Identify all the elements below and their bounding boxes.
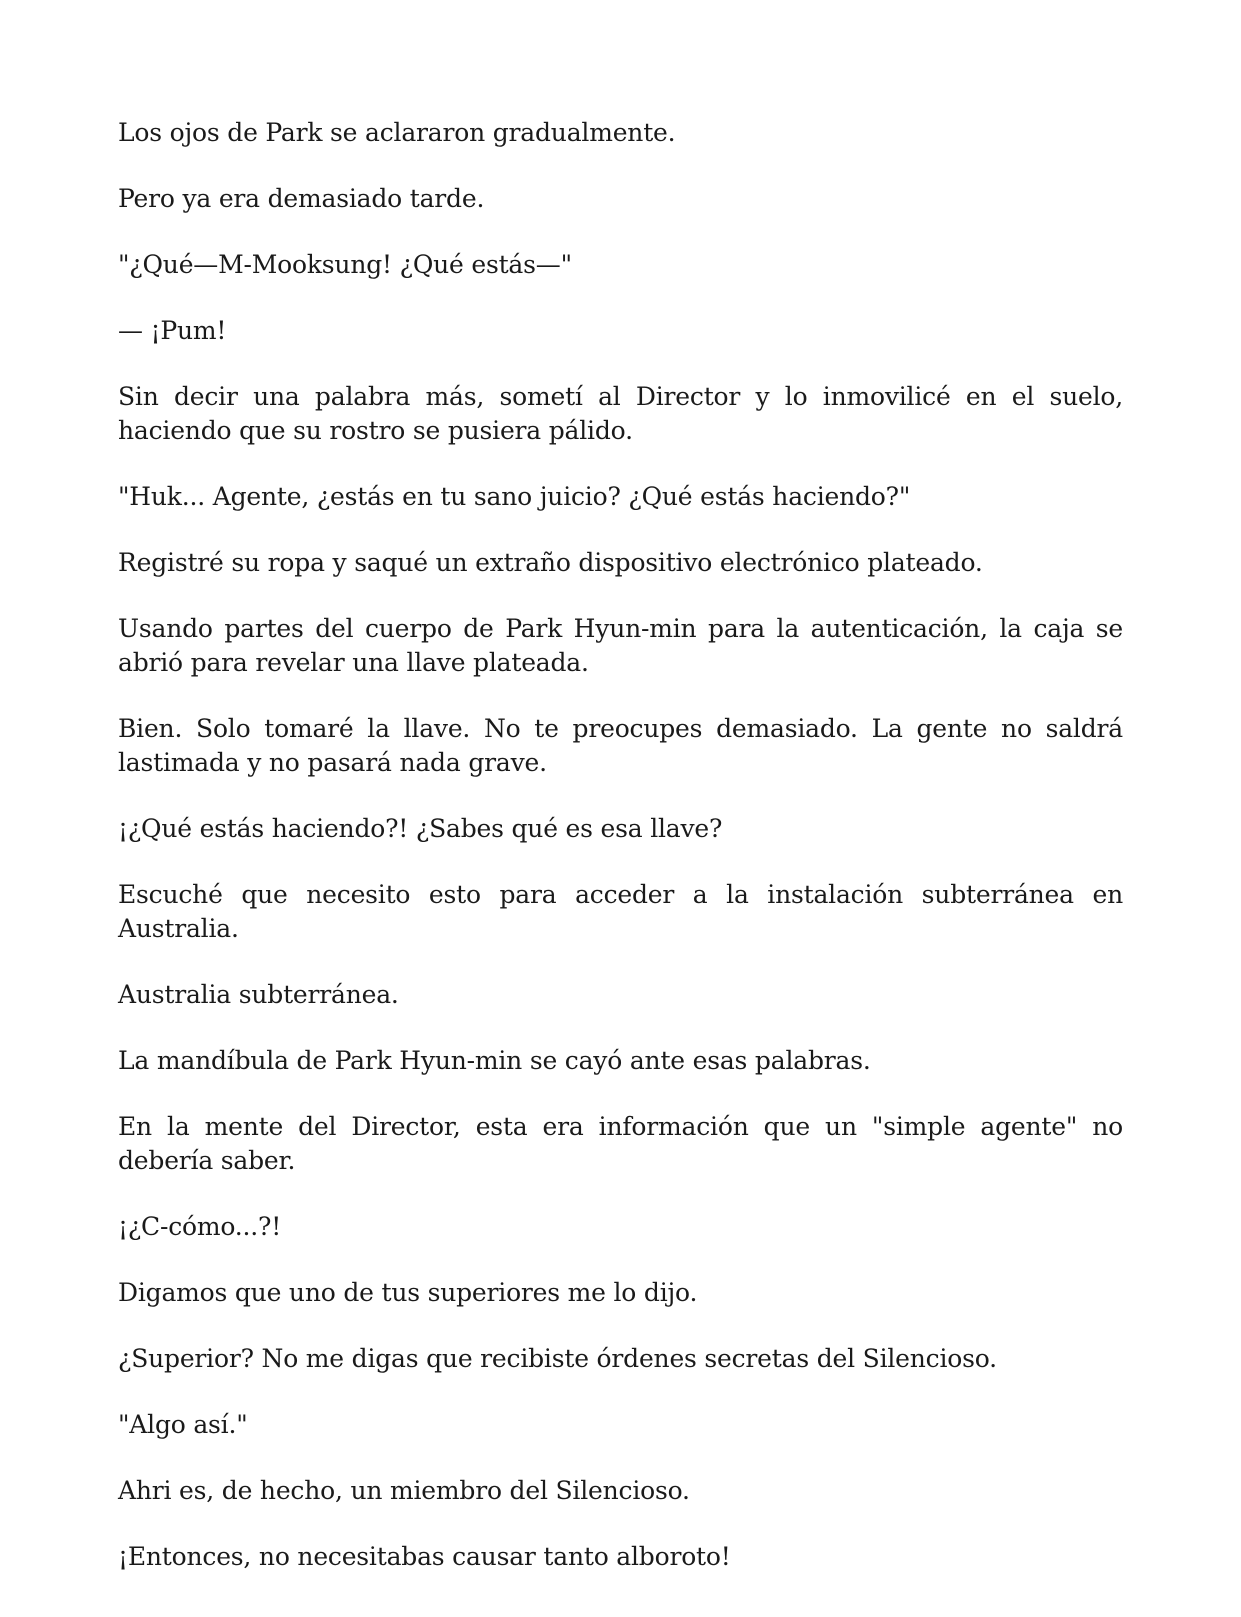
paragraph-5: Sin decir una palabra más, sometí al Director y lo inmovilicé en el suelo, haciendo que su rostro se pusiera pálido.: [118, 382, 1123, 445]
paragraph-2: Pero ya era demasiado tarde.: [118, 184, 485, 213]
paragraph-8: Usando partes del cuerpo de Park Hyun-min para la autenticación, la caja se abrió para revelar una llave plateada.: [118, 614, 1123, 677]
paragraph-13: La mandíbula de Park Hyun-min se cayó ante esas palabras.: [118, 1046, 871, 1075]
paragraph-9: Bien. Solo tomaré la llave. No te preocupes demasiado. La gente no saldrá lastimada y no pasará nada grave.: [118, 714, 1123, 777]
paragraph-12: Australia subterránea.: [118, 980, 399, 1009]
paragraph-1: Los ojos de Park se aclararon gradualmente.: [118, 118, 676, 147]
paragraph-18: "Algo así.": [118, 1410, 248, 1439]
paragraph-11: Escuché que necesito esto para acceder a la instalación subterránea en Australia.: [118, 880, 1123, 943]
paragraph-3: "¿Qué—M-Mooksung! ¿Qué estás—": [118, 250, 572, 279]
paragraph-15: ¡¿C-cómo...?!: [118, 1212, 282, 1241]
paragraph-4: — ¡Pum!: [118, 316, 227, 345]
paragraph-19: Ahri es, de hecho, un miembro del Silencioso.: [118, 1476, 690, 1505]
paragraph-16: Digamos que uno de tus superiores me lo dijo.: [118, 1278, 698, 1307]
paragraph-14: En la mente del Director, esta era información que un "simple agente" no debería saber.: [118, 1112, 1123, 1175]
paragraph-10: ¡¿Qué estás haciendo?! ¿Sabes qué es esa llave?: [118, 814, 723, 843]
paragraph-7: Registré su ropa y saqué un extraño dispositivo electrónico plateado.: [118, 548, 983, 577]
paragraph-6: "Huk... Agente, ¿estás en tu sano juicio? ¿Qué estás haciendo?": [118, 482, 911, 511]
paragraph-20: ¡Entonces, no necesitabas causar tanto alboroto!: [118, 1542, 731, 1571]
paragraph-17: ¿Superior? No me digas que recibiste órdenes secretas del Silencioso.: [118, 1344, 997, 1373]
